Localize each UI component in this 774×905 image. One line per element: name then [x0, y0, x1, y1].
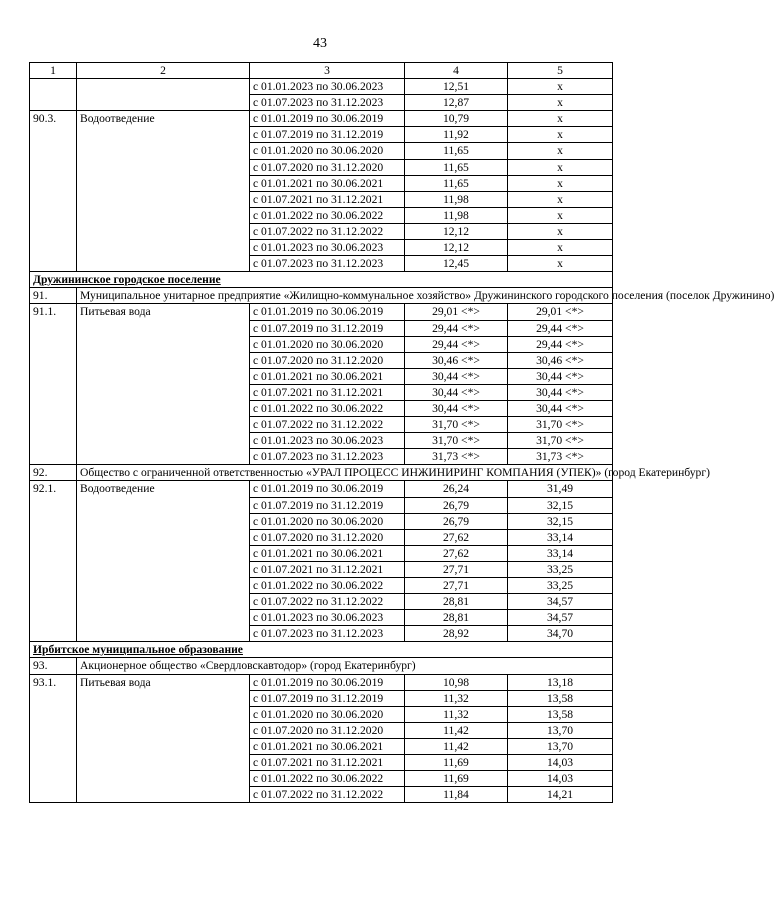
period-cell: с 01.07.2023 по 31.12.2023 — [250, 256, 405, 272]
tariff-value-col5: 34,57 — [508, 610, 613, 626]
tariff-value-col4: 27,62 — [405, 529, 508, 545]
section-row — [30, 272, 613, 288]
tariff-value-col4: 11,42 — [405, 722, 508, 738]
tariff-value-col4: 29,01 <*> — [405, 304, 508, 320]
tariff-value-col4: 11,69 — [405, 771, 508, 787]
header-col-4: 4 — [405, 63, 508, 79]
tariff-value-col5: 13,18 — [508, 674, 613, 690]
period-cell: с 01.07.2020 по 31.12.2020 — [250, 352, 405, 368]
period-cell: с 01.01.2022 по 30.06.2022 — [250, 578, 405, 594]
tariff-value-col5: 32,15 — [508, 513, 613, 529]
organization-row — [30, 288, 613, 304]
tariff-value-col4: 26,24 — [405, 481, 508, 497]
tariff-value-col4: 11,65 — [405, 159, 508, 175]
section-title: Ирбитское муниципальное образование — [30, 642, 613, 658]
service-name: Питьевая вода — [77, 304, 250, 465]
period-cell: с 01.07.2019 по 31.12.2019 — [250, 497, 405, 513]
tariff-value-col4: 29,44 <*> — [405, 320, 508, 336]
tariff-value-col5: x — [508, 175, 613, 191]
tariff-value-col4: 12,51 — [405, 79, 508, 95]
period-cell: с 01.01.2020 по 30.06.2020 — [250, 513, 405, 529]
tariff-value-col4: 26,79 — [405, 497, 508, 513]
period-cell: с 01.07.2019 по 31.12.2019 — [250, 127, 405, 143]
tariff-value-col5: x — [508, 79, 613, 95]
organization-name: Муниципальное унитарное предприятие «Жилищно-коммунальное хозяйство» Дружининского городского поселения (поселок Дружинино) — [77, 288, 613, 304]
row-number: 92. — [30, 465, 77, 481]
period-cell: с 01.01.2021 по 30.06.2021 — [250, 738, 405, 754]
tariff-table — [29, 62, 774, 803]
tariff-value-col4: 31,70 <*> — [405, 417, 508, 433]
tariff-value-col4: 11,42 — [405, 738, 508, 754]
page-number: 43 — [313, 36, 327, 51]
tariff-value-col5: 13,70 — [508, 722, 613, 738]
period-cell: с 01.07.2022 по 31.12.2022 — [250, 594, 405, 610]
tariff-value-col5: x — [508, 127, 613, 143]
tariff-value-col5: x — [508, 191, 613, 207]
tariff-value-col5: 14,03 — [508, 755, 613, 771]
tariff-value-col4: 11,32 — [405, 690, 508, 706]
tariff-value-col5: x — [508, 143, 613, 159]
tariff-value-col5: 31,70 <*> — [508, 433, 613, 449]
tariff-value-col5: 33,25 — [508, 561, 613, 577]
service-name — [77, 79, 250, 111]
tariff-value-col4: 12,12 — [405, 240, 508, 256]
tariff-value-col4: 30,44 <*> — [405, 368, 508, 384]
tariff-value-col5: 13,70 — [508, 738, 613, 754]
table-header-row — [30, 63, 613, 79]
tariff-value-col4: 28,92 — [405, 626, 508, 642]
tariff-value-col5: 31,73 <*> — [508, 449, 613, 465]
table-row — [30, 79, 613, 95]
tariff-value-col5: 30,46 <*> — [508, 352, 613, 368]
period-cell: с 01.01.2021 по 30.06.2021 — [250, 545, 405, 561]
row-number: 92.1. — [30, 481, 77, 642]
tariff-value-col5: x — [508, 95, 613, 111]
tariff-value-col5: 13,58 — [508, 706, 613, 722]
tariff-value-col5: x — [508, 159, 613, 175]
tariff-value-col4: 11,98 — [405, 207, 508, 223]
service-name: Питьевая вода — [77, 674, 250, 803]
period-cell: с 01.07.2019 по 31.12.2019 — [250, 690, 405, 706]
section-row — [30, 642, 613, 658]
tariff-value-col4: 26,79 — [405, 513, 508, 529]
header-col-3: 3 — [250, 63, 405, 79]
period-cell: с 01.07.2023 по 31.12.2023 — [250, 95, 405, 111]
tariff-value-col4: 27,71 — [405, 561, 508, 577]
period-cell: с 01.07.2019 по 31.12.2019 — [250, 320, 405, 336]
organization-name: Акционерное общество «Свердловскавтодор» (город Екатеринбург) — [77, 658, 613, 674]
tariff-value-col4: 12,12 — [405, 223, 508, 239]
period-cell: с 01.07.2021 по 31.12.2021 — [250, 755, 405, 771]
row-number: 90.3. — [30, 111, 77, 272]
tariff-value-col4: 11,69 — [405, 755, 508, 771]
period-cell: с 01.01.2019 по 30.06.2019 — [250, 111, 405, 127]
tariff-value-col4: 11,98 — [405, 191, 508, 207]
tariff-value-col5: x — [508, 207, 613, 223]
tariff-value-col4: 28,81 — [405, 594, 508, 610]
period-cell: с 01.01.2022 по 30.06.2022 — [250, 207, 405, 223]
period-cell: с 01.01.2023 по 30.06.2023 — [250, 610, 405, 626]
tariff-value-col4: 11,65 — [405, 175, 508, 191]
header-col-5: 5 — [508, 63, 613, 79]
tariff-value-col4: 10,98 — [405, 674, 508, 690]
tariff-value-col4: 11,92 — [405, 127, 508, 143]
tariff-value-col5: 29,44 <*> — [508, 320, 613, 336]
period-cell: с 01.01.2021 по 30.06.2021 — [250, 175, 405, 191]
row-number — [30, 79, 77, 111]
organization-name: Общество с ограниченной ответственностью «УРАЛ ПРОЦЕСС ИНЖИНИРИНГ КОМПАНИЯ (УПЕК)» (город Екатеринбург) — [77, 465, 613, 481]
tariff-value-col5: 33,25 — [508, 578, 613, 594]
period-cell: с 01.01.2019 по 30.06.2019 — [250, 304, 405, 320]
tariff-value-col4: 28,81 — [405, 610, 508, 626]
period-cell: с 01.07.2022 по 31.12.2022 — [250, 223, 405, 239]
tariff-value-col5: 14,21 — [508, 787, 613, 803]
tariff-value-col5: 29,44 <*> — [508, 336, 613, 352]
period-cell: с 01.07.2020 по 31.12.2020 — [250, 529, 405, 545]
period-cell: с 01.07.2021 по 31.12.2021 — [250, 384, 405, 400]
table-row — [30, 481, 613, 497]
tariff-value-col5: 30,44 <*> — [508, 368, 613, 384]
tariff-table-body — [30, 63, 774, 803]
period-cell: с 01.01.2022 по 30.06.2022 — [250, 400, 405, 416]
header-col-1: 1 — [30, 63, 77, 79]
period-cell: с 01.01.2023 по 30.06.2023 — [250, 79, 405, 95]
tariff-value-col5: x — [508, 223, 613, 239]
tariff-value-col4: 11,84 — [405, 787, 508, 803]
period-cell: с 01.07.2021 по 31.12.2021 — [250, 191, 405, 207]
tariff-value-col4: 30,44 <*> — [405, 400, 508, 416]
table-row — [30, 304, 613, 320]
tariff-value-col5: 34,57 — [508, 594, 613, 610]
tariff-value-col4: 11,32 — [405, 706, 508, 722]
tariff-value-col4: 30,44 <*> — [405, 384, 508, 400]
period-cell: с 01.07.2021 по 31.12.2021 — [250, 561, 405, 577]
tariff-value-col5: x — [508, 256, 613, 272]
table-row — [30, 111, 613, 127]
row-number: 91. — [30, 288, 77, 304]
row-number: 91.1. — [30, 304, 77, 465]
tariff-value-col4: 11,65 — [405, 143, 508, 159]
tariff-value-col4: 10,79 — [405, 111, 508, 127]
tariff-value-col4: 27,71 — [405, 578, 508, 594]
tariff-value-col5: 33,14 — [508, 545, 613, 561]
header-col-2: 2 — [77, 63, 250, 79]
tariff-value-col5: 30,44 <*> — [508, 384, 613, 400]
tariff-value-col5: 30,44 <*> — [508, 400, 613, 416]
tariff-value-col4: 12,87 — [405, 95, 508, 111]
period-cell: с 01.07.2020 по 31.12.2020 — [250, 159, 405, 175]
table-row — [30, 674, 613, 690]
period-cell: с 01.01.2023 по 30.06.2023 — [250, 433, 405, 449]
tariff-value-col4: 31,73 <*> — [405, 449, 508, 465]
tariff-value-col5: 34,70 — [508, 626, 613, 642]
organization-row — [30, 465, 613, 481]
period-cell: с 01.07.2023 по 31.12.2023 — [250, 449, 405, 465]
period-cell: с 01.01.2021 по 30.06.2021 — [250, 368, 405, 384]
row-number: 93. — [30, 658, 77, 674]
service-name: Водоотведение — [77, 481, 250, 642]
period-cell: с 01.01.2023 по 30.06.2023 — [250, 240, 405, 256]
period-cell: с 01.01.2020 по 30.06.2020 — [250, 706, 405, 722]
period-cell: с 01.01.2022 по 30.06.2022 — [250, 771, 405, 787]
tariff-value-col5: 13,58 — [508, 690, 613, 706]
tariff-value-col4: 31,70 <*> — [405, 433, 508, 449]
period-cell: с 01.01.2019 по 30.06.2019 — [250, 674, 405, 690]
tariff-value-col4: 30,46 <*> — [405, 352, 508, 368]
period-cell: с 01.07.2020 по 31.12.2020 — [250, 722, 405, 738]
tariff-value-col5: 31,70 <*> — [508, 417, 613, 433]
tariff-value-col5: 14,03 — [508, 771, 613, 787]
period-cell: с 01.01.2020 по 30.06.2020 — [250, 336, 405, 352]
tariff-value-col5: 31,49 — [508, 481, 613, 497]
period-cell: с 01.07.2023 по 31.12.2023 — [250, 626, 405, 642]
tariff-value-col4: 12,45 — [405, 256, 508, 272]
period-cell: с 01.01.2019 по 30.06.2019 — [250, 481, 405, 497]
tariff-value-col5: 32,15 — [508, 497, 613, 513]
tariff-value-col4: 27,62 — [405, 545, 508, 561]
tariff-value-col5: x — [508, 111, 613, 127]
period-cell: с 01.07.2022 по 31.12.2022 — [250, 787, 405, 803]
tariff-value-col5: x — [508, 240, 613, 256]
tariff-value-col5: 33,14 — [508, 529, 613, 545]
period-cell: с 01.07.2022 по 31.12.2022 — [250, 417, 405, 433]
tariff-value-col4: 29,44 <*> — [405, 336, 508, 352]
organization-row — [30, 658, 613, 674]
row-number: 93.1. — [30, 674, 77, 803]
service-name: Водоотведение — [77, 111, 250, 272]
section-title: Дружининское городское поселение — [30, 272, 613, 288]
period-cell: с 01.01.2020 по 30.06.2020 — [250, 143, 405, 159]
tariff-value-col5: 29,01 <*> — [508, 304, 613, 320]
